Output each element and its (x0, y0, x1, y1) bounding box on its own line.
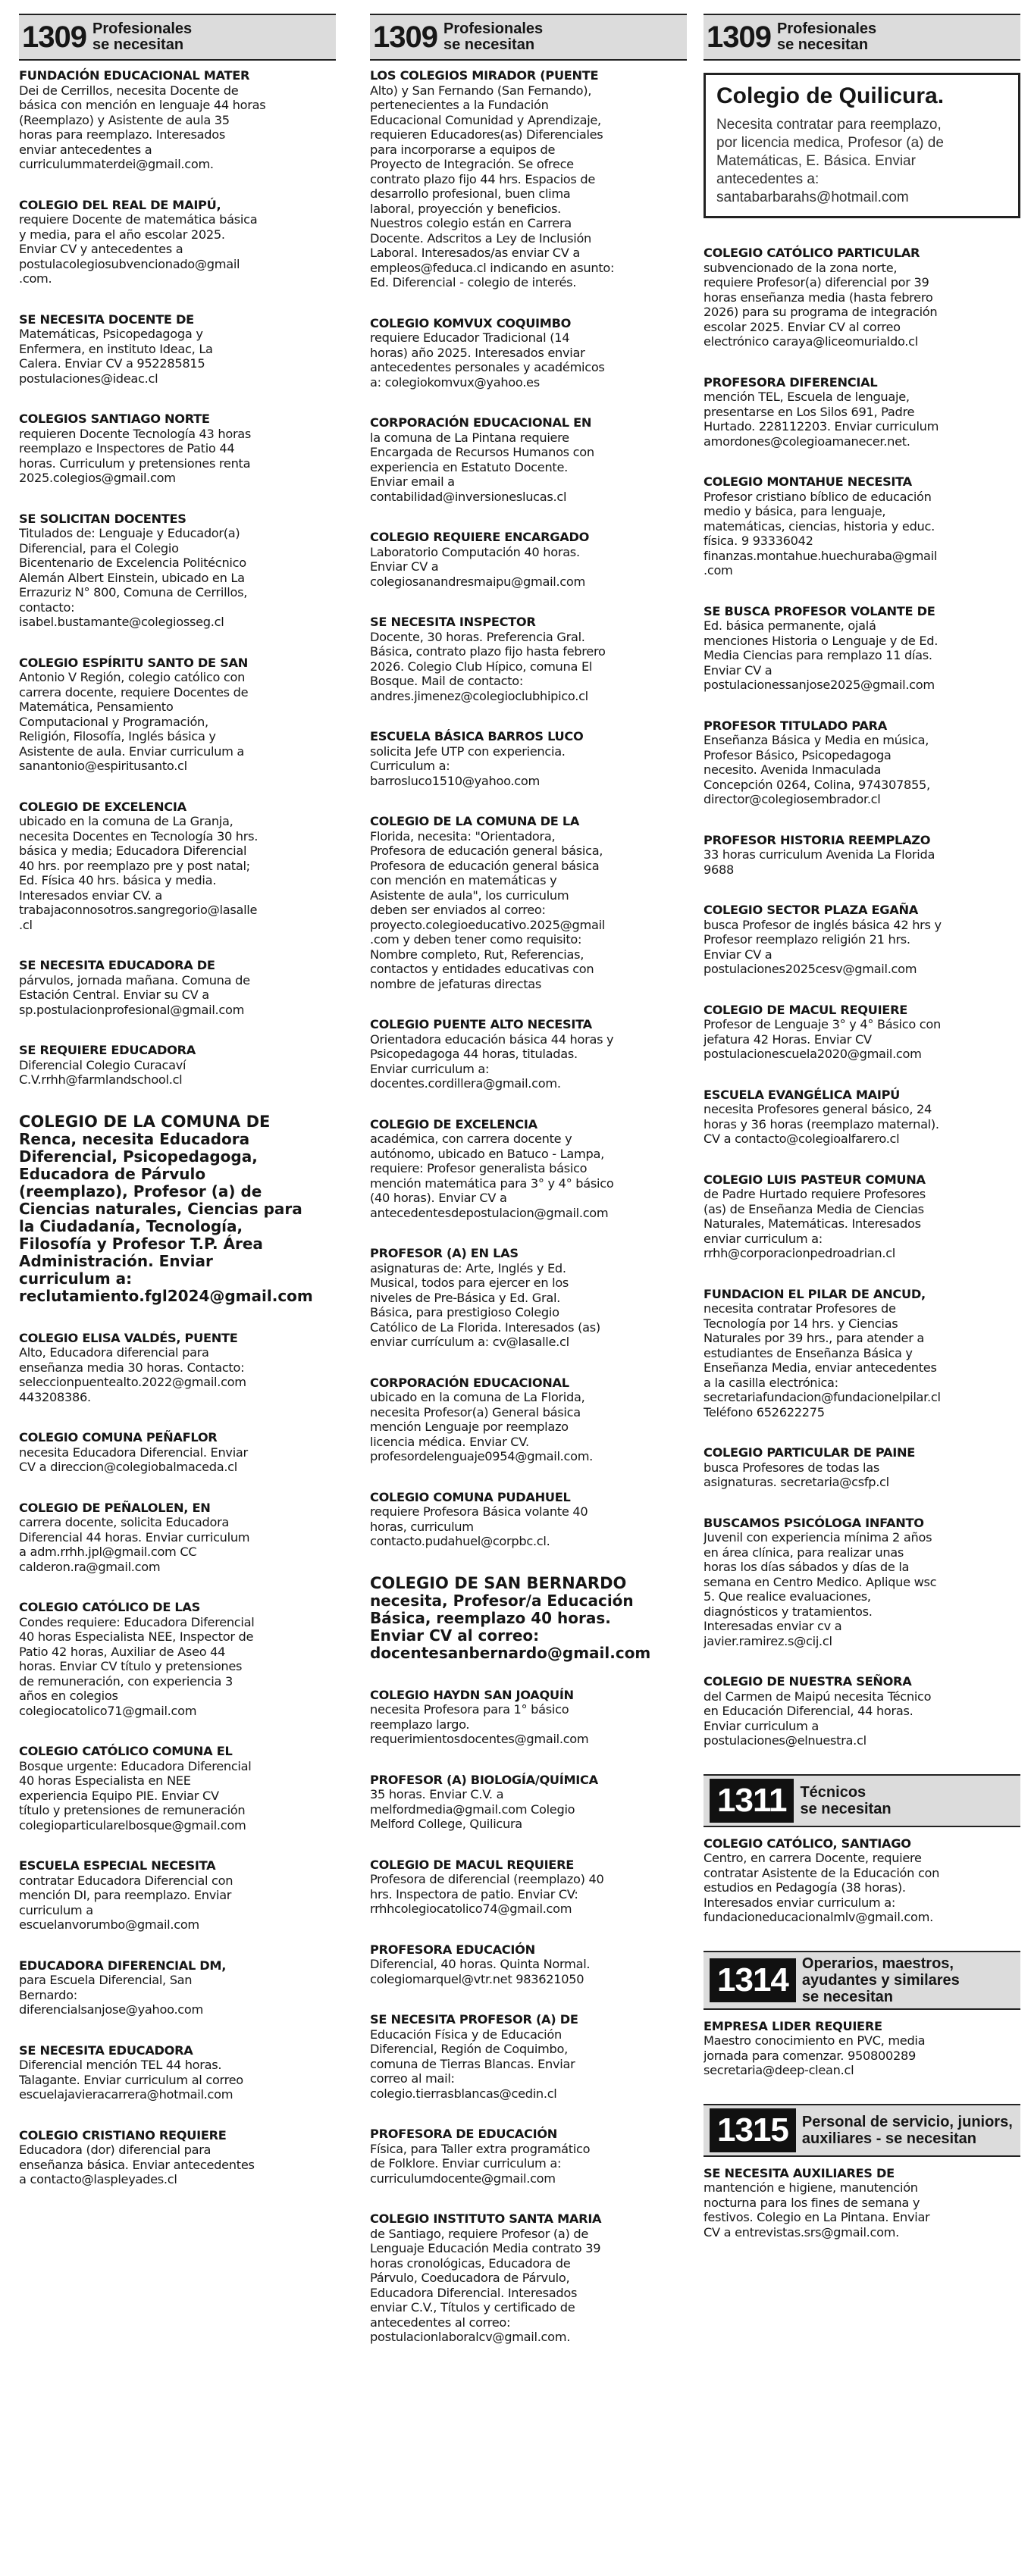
ad-headline: PROFESOR HISTORIA REEMPLAZO (704, 832, 931, 847)
classified-ad (704, 1836, 1020, 1925)
ad-headline: SE NECESITA PROFESOR (A) DE (370, 2012, 578, 2027)
ad-body: Alto, Educadora diferencial para enseñanza media 30 horas. Contacto: seleccionpuentealto.2022@gmail.com 443208386. (19, 1345, 246, 1404)
classified-ad (370, 1773, 687, 1832)
classified-ad (704, 1088, 1020, 1147)
classified-ad (370, 1575, 687, 1662)
ad-headline: COLEGIO DEL REAL DE MAIPÚ, (19, 197, 221, 212)
ad-headline: PROFESOR (A) BIOLOGÍA/QUÍMICA (370, 1772, 598, 1787)
classified-ad (19, 1113, 336, 1305)
ad-body: Condes requiere: Educadora Diferencial 40 horas Especialista NEE, Inspector de Patio 42 horas, Auxiliar de Aseo 44 horas. Enviar CV título y pretensiones de remuneración, con experiencia 3 años en colegios colegiocatolico71@gmail.com (19, 1614, 255, 1718)
ad-headline: ESCUELA BÁSICA BARROS LUCO (370, 729, 584, 743)
ad-body: carrera docente, solicita Educadora Diferencial 44 horas. Enviar curriculum a adm.rrhh.jpl@gmail.com CC calderon.ra@gmail.com (19, 1515, 250, 1574)
ad-headline: COLEGIOS SANTIAGO NORTE (19, 412, 210, 426)
ad-headline: FUNDACION EL PILAR DE ANCUD, (704, 1286, 926, 1301)
ad-body: Matemáticas, Psicopedagoga y Enfermera, en instituto Ideac, La Calera. Enviar CV a 952285815 postulaciones@ideac.cl (19, 327, 213, 386)
classified-ad (370, 415, 687, 504)
ad-headline: SE NECESITA EDUCADORA DE (19, 958, 215, 972)
classified-ad (704, 1172, 1020, 1261)
subsection-header (704, 1774, 1020, 1827)
section-title (443, 21, 543, 53)
section-title-line-1: Profesionales (92, 20, 193, 37)
ad-headline: COLEGIO DE LA COMUNA DE LA (370, 814, 580, 828)
ad-headline: COLEGIO LUIS PASTEUR COMUNA (704, 1172, 926, 1187)
ad-body: Titulados de: Lenguaje y Educador(a) Diferencial, para el Colegio Bicentenario de Excelencia Politécnico Alemán Albert Einstein, ubicado en La Errazuriz N° 800, Comuna de Cerrillos, contacto: isabel.bustamante@colegiosseg.cl (19, 526, 248, 629)
classified-ad (19, 512, 336, 630)
ad-headline: COLEGIO ELISA VALDÉS, PUENTE (19, 1330, 238, 1345)
ad-body: requiere Profesora Básica volante 40 horas, curriculum contacto.pudahuel@corpbc.cl. (370, 1504, 588, 1548)
ad-headline: SE REQUIERE EDUCADORA (19, 1043, 196, 1057)
classified-ad (19, 1744, 336, 1833)
ad-headline: SE NECESITA DOCENTE DE (19, 311, 194, 327)
ad-body: Juvenil con experiencia mínima 2 años en área clínica, para realizar unas horas los días sábados y días de la semana en Centro Medico. Aplique wsc 5. Que realice evaluaciones, diagnósticos y tratamientos. Interesadas enviar cv a javier.ramirez.s@cij.cl (704, 1530, 937, 1648)
ad-headline: COLEGIO DE MACUL REQUIERE (370, 1857, 574, 1872)
featured-ad-body: Necesita contratar para reemplazo, por licencia medica, Profesor (a) de Matemáticas, E. Básica. Enviar antecedentes a: santabarbarahs@hotmail.com (716, 117, 944, 205)
ad-headline: COLEGIO ESPÍRITU SANTO DE SAN (19, 655, 248, 670)
ad-headline: COLEGIO DE LA COMUNA DE (19, 1112, 271, 1131)
ad-headline: PROFESORA DIFERENCIAL (704, 374, 878, 390)
classified-ad (370, 2127, 687, 2186)
ad-headline: PROFESOR TITULADO PARA (704, 718, 887, 733)
ad-body: mantención e higiene, manutención nocturna para los fines de semana y festivos. Colegio en La Pintana. Enviar CV a entrevistas.srs@gmail.com. (704, 2180, 930, 2240)
featured-ad-title: Colegio de Quilicura. (716, 83, 945, 108)
ad-headline: COLEGIO COMUNA PUDAHUEL (370, 1489, 571, 1504)
ad-body: Enseñanza Básica y Media en música, Profesor Básico, Psicopedagoga necesito. Avenida Inmaculada Concepción 0264, Colina, 974307855, director@colegiosembrador.cl (704, 733, 930, 806)
ad-body: necesita, Profesor/a Educación Básica, reemplazo 40 horas. Enviar CV al correo: docentesanbernardo@gmail.com (370, 1591, 651, 1662)
ads-list (19, 61, 336, 2187)
classified-ad (704, 474, 1020, 578)
ads-list (704, 61, 1020, 2240)
ad-body: del Carmen de Maipú necesita Técnico en Educación Diferencial, 44 horas. Enviar curriculum a postulaciones@elnuestra.cl (704, 1689, 932, 1748)
classified-ad (19, 1043, 336, 1088)
classified-ad (19, 800, 336, 933)
ad-body: Física, para Taller extra programático de Folklore. Enviar curriculum a: curriculumdocente@gmail.com (370, 2141, 591, 2186)
ad-body: Centro, en carrera Docente, requiere contratar Asistente de la Educación con estudios en Pedagogía (38 horas). Interesados enviar curriculum a: fundacioneducacionalmlv@gmail.com. (704, 1851, 940, 1924)
section-title-line-1: Profesionales (443, 20, 544, 37)
ad-headline: COLEGIO PUENTE ALTO NECESITA (370, 1017, 592, 1031)
section-title-line-1: Profesionales (776, 20, 877, 37)
section-title (777, 21, 876, 53)
section-number: 1309 (22, 20, 86, 54)
ad-headline: CORPORACIÓN EDUCACIONAL (370, 1375, 569, 1390)
ad-headline: COLEGIO COMUNA PEÑAFLOR (19, 1430, 218, 1445)
classified-ad (704, 604, 1020, 693)
ad-body: Dei de Cerrillos, necesita Docente de básica con mención en lenguaje 44 horas (Reemplazo) y Asistente de aula 35 horas para reemplazo. Interesados enviar antecedentes a curriculummaterdei@gmail.com. (19, 83, 266, 171)
subsection-title: Personal de servicio, juniors, auxiliares - se necesitan (801, 2113, 1013, 2147)
ad-body: Educación Física y de Educación Diferencial, Región de Coquimbo, comuna de Tierras Blancas. Enviar correo al mail: colegio.tierrasblancas@cedin.cl (370, 2027, 575, 2101)
ad-body: Maestro conocimiento en PVC, media jornada para comenzar. 950800289 secretaria@deep-clean.cl (704, 2033, 926, 2077)
ad-headline: EDUCADORA DIFERENCIAL DM, (19, 1958, 227, 1973)
ad-headline: COLEGIO REQUIERE ENCARGADO (370, 530, 590, 544)
classified-ad (19, 1958, 336, 2017)
section-number: 1309 (373, 20, 437, 54)
ad-headline: COLEGIO CATÓLICO, SANTIAGO (704, 1836, 911, 1851)
column-1 (19, 14, 336, 2568)
ad-body: Orientadora educación básica 44 horas y Psicopedagoga 44 horas, tituladas. Enviar curriculum a: docentes.cordillera@gmail.com. (370, 1031, 614, 1091)
ad-headline: COLEGIO DE MACUL REQUIERE (704, 1002, 907, 1017)
subsection-number: 1311 (710, 1779, 794, 1823)
ad-body: necesita Profesores general básico, 24 horas y 36 horas (reemplazo maternal). CV a contacto@colegioalfarero.cl (704, 1102, 939, 1146)
classified-ad (370, 316, 687, 390)
classified-ad (704, 833, 1020, 878)
ad-body: Florida, necesita: "Orientadora, Profesora de educación general básica, Profesora de educación general básica con mención en matemáticas y Asistente de aula", los curriculum deben ser enviados al correo: proyecto.colegioeducativo.2025@gmail .com y deben tener como requisito: Nombre completo, Rut, Referencias, contactos y entidades educativas con nombre de jefaturas directas (370, 828, 606, 991)
classified-ad (704, 718, 1020, 807)
ad-body: 35 horas. Enviar C.V. a melfordmedia@gmail.com Colegio Melford College, Quilicura (370, 1787, 575, 1831)
ad-headline: EMPRESA LIDER REQUIERE (704, 2018, 882, 2033)
ad-headline: ESCUELA EVANGÉLICA MAIPÚ (704, 1087, 901, 1102)
section-header (704, 14, 1020, 61)
subsection-title: Técnicos se necesitan (800, 1783, 892, 1817)
ad-body: contratar Educadora Diferencial con mención DI, para reemplazo. Enviar curriculum a escuelanvorumbo@gmail.com (19, 1873, 233, 1932)
subsection-header (704, 2104, 1020, 2157)
section-header (370, 14, 687, 61)
classified-ad (19, 312, 336, 387)
classified-ad (370, 615, 687, 703)
ad-headline: COLEGIO CATÓLICO DE LAS (19, 1600, 201, 1614)
ad-body: de Padre Hurtado requiere Profesores (as) de Enseñanza Media de Ciencias Naturales, Matemáticas. Interesados enviar curriculum a: rrhh@corporacionpedroadrian.cl (704, 1187, 926, 1260)
column-3 (704, 14, 1020, 2568)
ad-headline: PROFESORA DE EDUCACIÓN (370, 2127, 558, 2141)
ad-headline: CORPORACIÓN EDUCACIONAL EN (370, 415, 592, 430)
ad-headline: COLEGIO INSTITUTO SANTA MARIA (370, 2211, 602, 2226)
classified-ad (370, 2211, 687, 2345)
ad-body: Ed. básica permanente, ojalá menciones Historia o Lenguaje y de Ed. Media Ciencias para remplazo 11 días. Enviar CV a postulacionessanjose2025@gmail.com (704, 618, 939, 692)
ad-headline: COLEGIO CATÓLICO COMUNA EL (19, 1744, 233, 1758)
classified-ad (704, 2019, 1020, 2078)
ad-body: asignaturas de: Arte, Inglés y Ed. Musical, todos para ejercer en los niveles de Pre-Básica y Ed. Gral. Básica, para prestigioso Colegio Católico de La Florida. Interesados (as) enviar currículum a: cv@lasalle.cl (370, 1260, 600, 1349)
section-header (19, 14, 336, 61)
ad-body: Docente, 30 horas. Preferencia Gral. Básica, contrato plazo fijo hasta febrero 2026. Colegio Club Hípico, comuna El Bosque. Mail de contacto: andres.jimenez@colegioclubhipico.cl (370, 629, 606, 703)
ad-body: Laboratorio Computación 40 horas. Enviar CV a colegiosanandresmaipu@gmail.com (370, 544, 585, 589)
ad-headline: COLEGIO DE EXCELENCIA (19, 799, 186, 814)
ad-headline: PROFESOR (A) EN LAS (370, 1246, 519, 1260)
ad-body: Alto) y San Fernando (San Fernando), pertenecientes a la Fundación Educacional Comunidad y Aprendizaje, requieren Educadores(as) Diferenciales para incorporarse a equipos de Proyecto de Integración. Se ofrece contrato plazo fijo 44 hrs. Espacios de desarrollo profesional, buen clima laboral, proyección y beneficios. Nuestros colegio están en Carrera Docente. Adscritos a Ley de Inclusión Laboral. Interesados/as enviar CV a empleos@feduca.cl indicando en asunto: Ed. Diferencial - colegio de interés. (370, 83, 615, 290)
classified-ad (19, 1430, 336, 1475)
ad-headline: COLEGIO DE PEÑALOLEN, EN (19, 1500, 211, 1515)
section-title-line-2: se necesitan (92, 36, 184, 53)
ad-headline: COLEGIO DE EXCELENCIA (370, 1116, 537, 1131)
ad-headline: FUNDACIÓN EDUCACIONAL MATER (19, 68, 250, 83)
classified-ad (704, 1516, 1020, 1649)
ad-headline: COLEGIO MONTAHUE NECESITA (704, 474, 912, 489)
ad-headline: SE NECESITA AUXILIARES DE (704, 2165, 895, 2180)
ad-body: solicita Jefe UTP con experiencia. Curriculum a: barrosluco1510@yahoo.com (370, 743, 566, 788)
subsection-number: 1315 (710, 2108, 796, 2152)
ad-body: busca Profesores de todas las asignaturas. secretaria@csfp.cl (704, 1460, 889, 1489)
classified-ad (370, 1858, 687, 1917)
ad-body: de Santiago, requiere Profesor (a) de Lenguaje Educación Media contrato 39 horas cronológicas, Educadora de Párvulo, Coeducadora de Párvulo, Educadora Diferencial. Interesados enviar C.V., Títulos y certificado de antecedentes al correo: postulacionlaboralcv@gmail.com. (370, 2226, 601, 2344)
classified-ad (370, 814, 687, 991)
ad-headline: SE SOLICITAN DOCENTES (19, 511, 186, 526)
classified-ad (370, 530, 687, 589)
ad-headline: SE BUSCA PROFESOR VOLANTE DE (704, 603, 935, 618)
classified-ad (370, 1117, 687, 1221)
classified-ad (704, 246, 1020, 349)
ad-body: busca Profesor de inglés básica 42 hrs y Profesor reemplazo religión 21 hrs. Enviar CV a postulaciones2025cesv@gmail.com (704, 917, 942, 976)
ad-body: necesita Educadora Diferencial. Enviar CV a direccion@colegiobalmaceda.cl (19, 1445, 248, 1474)
ad-body: Educadora (dor) diferencial para enseñanza básica. Enviar antecedentes a contacto@laspleyades.cl (19, 2142, 255, 2186)
ad-body: requiere Educador Tradicional (14 horas) año 2025. Interesados enviar antecedentes personales y académicos a: colegiokomvux@yahoo.es (370, 330, 605, 390)
classified-ad (19, 958, 336, 1017)
ad-body: 33 horas curriculum Avenida La Florida 9688 (704, 847, 935, 877)
column-2 (370, 14, 687, 2568)
classified-ad (704, 1445, 1020, 1490)
classified-ad (19, 1331, 336, 1405)
classified-ad (19, 2128, 336, 2187)
classified-ad (19, 1501, 336, 1575)
ad-body: Antonio V Región, colegio católico con carrera docente, requiere Docentes de Matemática, Pensamiento Computacional y Programación, Religión, Filosofía, Inglés básica y Asistente de aula. Enviar curriculum a sanantonio@espiritusanto.cl (19, 670, 249, 773)
ad-body: Diferencial Colegio Curacaví C.V.rrhh@farmlandschool.cl (19, 1057, 186, 1087)
ad-headline: LOS COLEGIOS MIRADOR (PUENTE (370, 68, 599, 83)
ad-body: ubicado en la comuna de La Florida, necesita Profesor(a) General básica mención Lenguaje por reemplazo licencia médica. Enviar CV. profesordelenguaje0954@gmail.com. (370, 1390, 594, 1463)
ad-body: requieren Docente Tecnología 43 horas reemplazo e Inspectores de Patio 44 horas. Curriculum y pretensiones renta 2025.colegios@gmail.com (19, 426, 252, 485)
ad-headline: COLEGIO CATÓLICO PARTICULAR (704, 246, 920, 260)
ad-headline: COLEGIO HAYDN SAN JOAQUÍN (370, 1687, 574, 1702)
ad-body: necesita contratar Profesores de Tecnología por 14 hrs. y Ciencias Naturales por 39 hrs., para atender a estudiantes de Enseñanza Básica y Enseñanza Media, enviar antecedentes a la casilla electrónica: secretariafundacion@fundacionelpilar.cl Teléfono 652622275 (704, 1301, 941, 1419)
ad-headline: COLEGIO SECTOR PLAZA EGAÑA (704, 903, 918, 917)
classified-ad (19, 2043, 336, 2102)
ad-body: subvencionado de la zona norte, requiere Profesor(a) diferencial por 39 horas enseñanza media (hasta febrero 2026) para su programa de integración escolar 2025. Enviar CV al correo electrónico caraya@liceomurialdo.cl (704, 260, 938, 349)
classified-ad (370, 1942, 687, 1987)
ad-headline: COLEGIO CRISTIANO REQUIERE (19, 2127, 227, 2142)
ads-list (370, 61, 687, 2345)
ad-headline: COLEGIO DE NUESTRA SEÑORA (704, 1674, 912, 1689)
ad-body: Diferencial mención TEL 44 horas. Talagante. Enviar curriculum al correo escuelajavieracarrera@hotmail.com (19, 2058, 243, 2102)
ad-body: Profesor de Lenguaje 3° y 4° Básico con jefatura 42 Horas. Enviar CV postulacionescuela2020@gmail.com (704, 1017, 941, 1061)
ad-headline: COLEGIO PARTICULAR DE PAINE (704, 1445, 915, 1460)
subsection-header (704, 1951, 1020, 2010)
ad-body: Diferencial, 40 horas. Quinta Normal. colegiomarquel@vtr.net 983621050 (370, 1957, 591, 1986)
ad-body: requiere Docente de matemática básica y media, para el año escolar 2025. Enviar CV y antecedentes a postulacolegiosubvencionado@gmail .com. (19, 212, 258, 286)
classified-ad (704, 375, 1020, 449)
classified-ad (370, 729, 687, 788)
classified-ad (370, 2012, 687, 2101)
classified-ad (704, 1003, 1020, 1062)
classified-ad (370, 1490, 687, 1549)
ad-headline: COLEGIO KOMVUX COQUIMBO (370, 315, 572, 330)
classified-ad (19, 412, 336, 486)
ad-body: para Escuela Diferencial, San Bernardo: diferencialsanjose@yahoo.com (19, 1973, 203, 2017)
ad-headline: SE NECESITA INSPECTOR (370, 615, 536, 629)
ad-headline: BUSCAMOS PSICÓLOGA INFANTO (704, 1515, 924, 1530)
classified-ad (19, 68, 336, 172)
ad-headline: ESCUELA ESPECIAL NECESITA (19, 1858, 216, 1873)
ad-body: Profesor cristiano bíblico de educación medio y básica, para lenguaje, matemáticas, ciencias, historia y educ. física. 9 93336042 finanzas.montahue.huechuraba@gmail .com (704, 489, 938, 577)
classified-ad (19, 1600, 336, 1718)
section-number: 1309 (707, 20, 771, 54)
classified-ad (704, 1674, 1020, 1748)
ad-headline: COLEGIO DE SAN BERNARDO (370, 1573, 627, 1592)
ad-body: Renca, necesita Educadora Diferencial, Psicopedagoga, Educadora de Párvulo (reemplazo), Profesor (a) de Ciencias naturales, Ciencias para la Ciudadanía, Tecnología, Filosofía y Profesor T.P. Área Administración. Enviar curriculum a: reclutamiento.fgl2024@gmail.com (19, 1129, 313, 1305)
ad-body: ubicado en la comuna de La Granja, necesita Docentes en Tecnología 30 hrs. básica y media; Educadora Diferencial 40 hrs. por reemplazo pre y post natal; Ed. Física 40 hrs. básica y media. Interesados enviar CV. a trabajaconnosotros.sangregorio@lasalle .cl (19, 814, 259, 932)
ad-body: necesita Profesora para 1° básico reemplazo largo. requerimientosdocentes@gmail.com (370, 1702, 589, 1746)
subsection-number: 1314 (710, 1958, 796, 2002)
classified-ad (370, 1376, 687, 1464)
classified-ad (19, 1858, 336, 1933)
subsection-title: Operarios, maestros, ayudantes y similares se necesitan (801, 1955, 960, 2005)
ad-headline: PROFESORA EDUCACIÓN (370, 1942, 535, 1957)
classified-ad (704, 903, 1020, 977)
ad-body: Bosque urgente: Educadora Diferencial 40 horas Especialista en NEE experiencia Equipo PIE. Enviar CV título y pretensiones de remuneración colegioparticularelbosque@gmail.com (19, 1758, 252, 1833)
classified-ad (370, 68, 687, 290)
classified-ad (370, 1246, 687, 1350)
ad-body: mención TEL, Escuela de lenguaje, presentarse en Los Silos 691, Padre Hurtado. 228112203. Enviar curriculum amordones@colegioamanecer.net. (704, 390, 939, 449)
classified-ad (370, 1688, 687, 1747)
section-title-line-2: se necesitan (776, 36, 869, 53)
classified-ad (704, 2166, 1020, 2240)
classified-ad (19, 198, 336, 286)
ad-body: la comuna de La Pintana requiere Encargada de Recursos Humanos con experiencia en Estatuto Docente. Enviar email a contabilidad@inversioneslucas.cl (370, 430, 594, 504)
section-title (92, 21, 192, 53)
classified-ad (370, 1017, 687, 1091)
ad-headline: SE NECESITA EDUCADORA (19, 2042, 193, 2058)
ad-body: párvulos, jornada mañana. Comuna de Estación Central. Enviar su CV a sp.postulacionprofesional@gmail.com (19, 972, 250, 1017)
section-title-line-2: se necesitan (443, 36, 535, 53)
ad-body: Profesora de diferencial (reemplazo) 40 hrs. Inspectora de patio. Enviar CV: rrhhcolegiocatolico74@gmail.com (370, 1872, 604, 1916)
ad-body: académica, con carrera docente y autónomo, ubicado en Batuco - Lampa, requiere: Profesor generalista básico mención matemática para 3° y 4° básico (40 horas). Enviar CV a antecedentesdepostulacion@gmail.com (370, 1131, 614, 1220)
classified-ad (704, 1287, 1020, 1420)
classified-ad (19, 656, 336, 774)
featured-ad-box (704, 73, 1020, 218)
